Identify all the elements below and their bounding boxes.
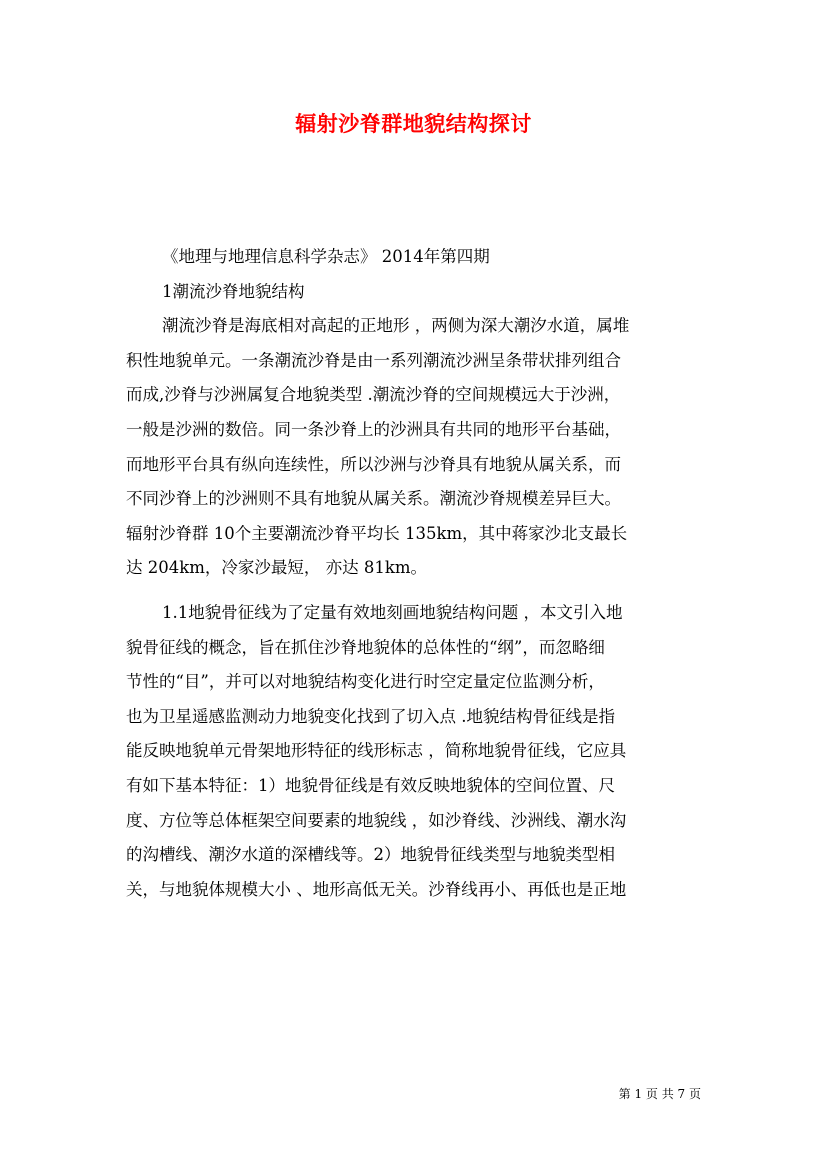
text-line: 《地理与地理信息科学杂志》 2014年第四期 bbox=[162, 247, 490, 266]
text-line: 度、方位等总体框架空间要素的地貌线 ，如沙脊线、沙洲线、潮水沟 bbox=[126, 810, 627, 830]
text-line: 有如下基本特征：1）地貌骨征线是有效反映地貌体的空间位置、尺 bbox=[126, 775, 615, 795]
text-line: 节性的“目”，并可以对地貌结构变化进行时空定量定位监测分析， bbox=[126, 672, 605, 692]
text-line: 达 204km，冷家沙最短， 亦达 81km。 bbox=[126, 558, 428, 578]
text-line: 潮流沙脊是海底相对高起的正地形 ，两侧为深大潮汐水道，属堆 bbox=[162, 316, 630, 336]
page-footer: 第 1 页 共 7 页 bbox=[618, 1087, 701, 1101]
text-line: 积性地貌单元。一条潮流沙脊是由一系列潮流沙洲呈条带状排列组合 bbox=[126, 350, 621, 370]
text-line: 也为卫星遥感监测动力地貌变化找到了切入点 .地貌结构骨征线是指 bbox=[126, 706, 615, 726]
text-line: 关，与地貌体规模大小 、地形高低无关。沙脊线再小、再低也是正地 bbox=[126, 879, 627, 899]
document-title: 辐射沙脊群地貌结构探讨 bbox=[295, 111, 532, 136]
text-line: 的沟槽线、潮汐水道的深槽线等。2）地貌骨征线类型与地貌类型相 bbox=[126, 845, 615, 865]
text-line: 能反映地貌单元骨架地形特征的线形标志 ，简称地貌骨征线，它应具 bbox=[126, 741, 627, 761]
text-line: 而地形平台具有纵向连续性，所以沙洲与沙脊具有地貌从属关系，而 bbox=[126, 454, 621, 474]
text-line: 1潮流沙脊地貌结构 bbox=[162, 281, 305, 301]
text-line: 一般是沙洲的数倍。同一条沙脊上的沙洲具有共同的地形平台基础， bbox=[126, 419, 621, 439]
text-line: 不同沙脊上的沙洲则不具有地貌从属关系。潮流沙脊规模差异巨大。 bbox=[126, 489, 621, 509]
text-line: 1.1地貌骨征线为了定量有效地刻画地貌结构问题 ，本文引入地 bbox=[162, 602, 623, 622]
document-body bbox=[126, 240, 706, 907]
text-line: 貌骨征线的概念，旨在抓住沙脊地貌体的总体性的“纲”，而忽略细 bbox=[126, 637, 605, 657]
paragraph-gap bbox=[126, 586, 706, 596]
text-line: 而成,沙脊与沙洲属复合地貌类型 .潮流沙脊的空间规模远大于沙洲， bbox=[126, 385, 621, 405]
text-line: 辐射沙脊群 10个主要潮流沙脊平均长 135km，其中蒋家沙北支最长 bbox=[126, 523, 628, 543]
